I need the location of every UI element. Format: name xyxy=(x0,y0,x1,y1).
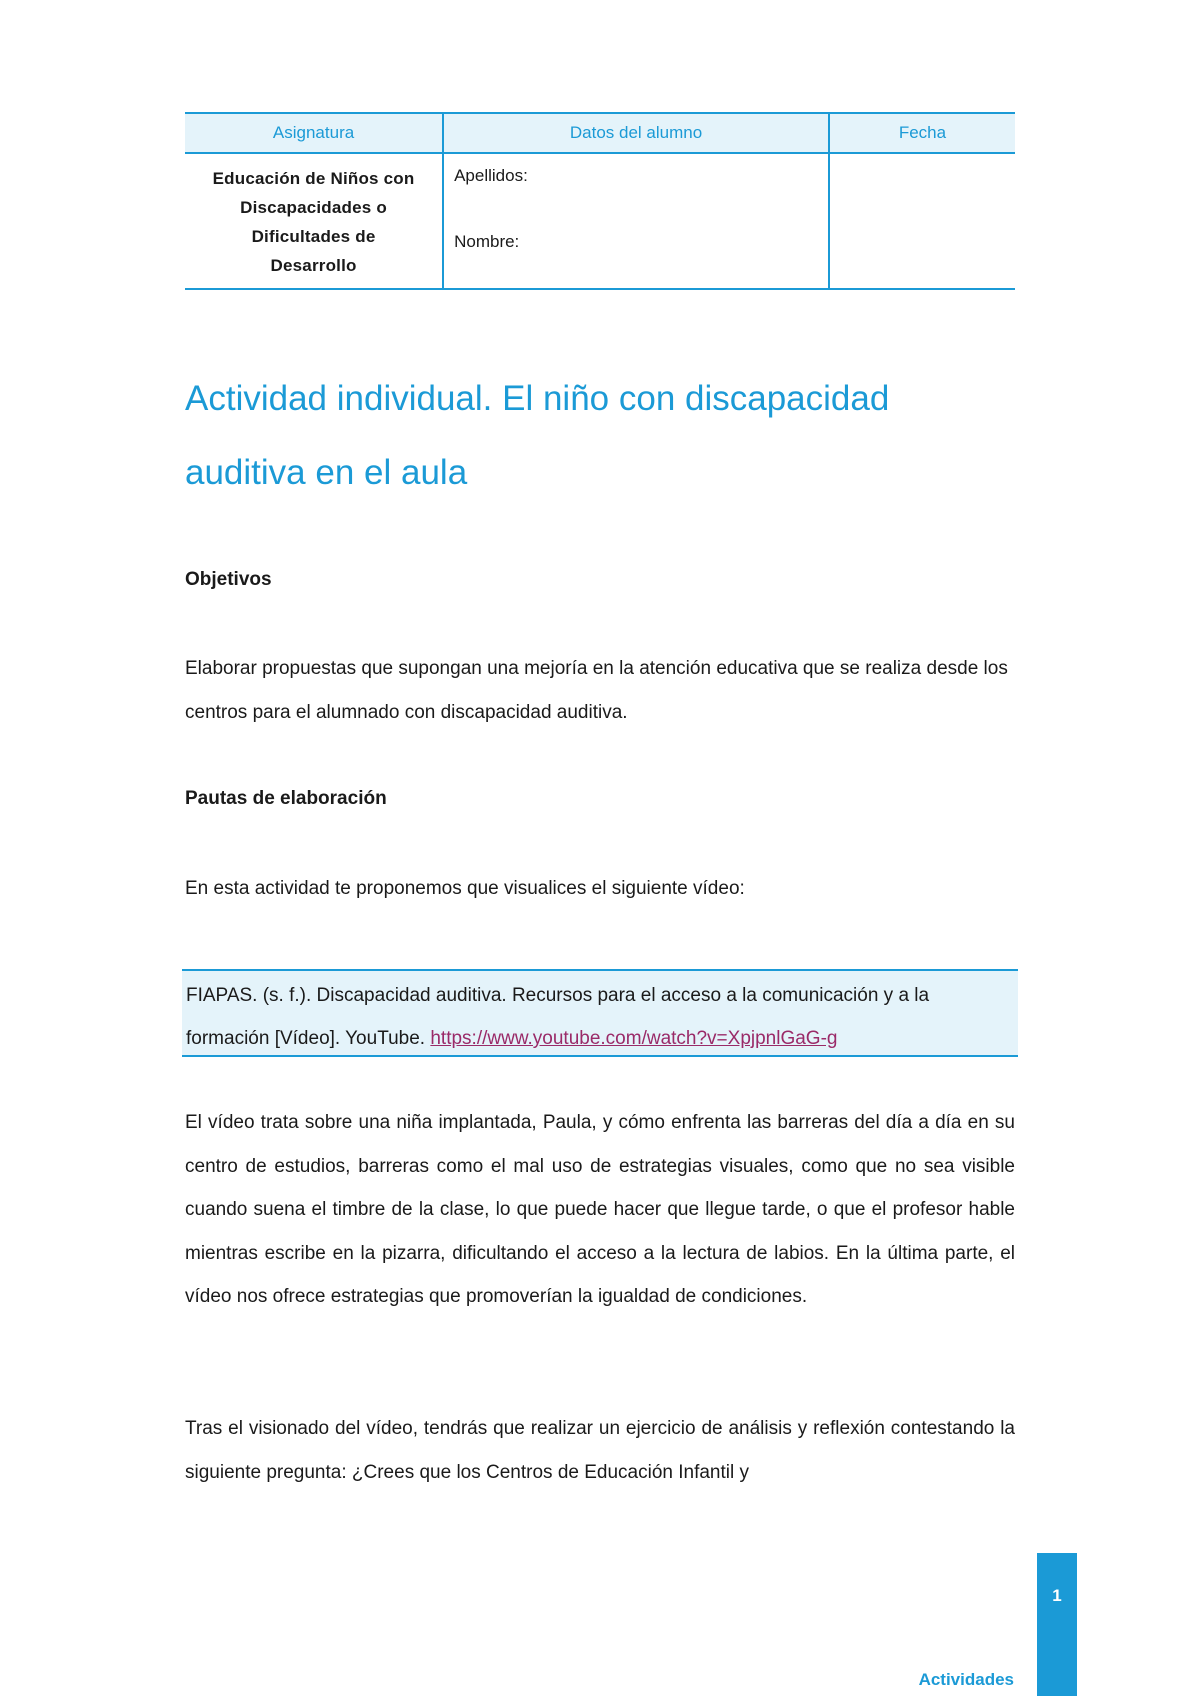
guidelines-intro: En esta actividad te proponemos que visualices el siguiente vídeo: xyxy=(185,878,745,899)
video-link[interactable]: https://www.youtube.com/watch?v=XpjpnlGaG-g xyxy=(430,1028,838,1049)
header-date: Fecha xyxy=(829,113,1015,153)
title-line: auditiva en el aula xyxy=(185,453,468,492)
title-line: Actividad individual. El niño con discapacidad xyxy=(185,379,890,418)
header-table xyxy=(185,112,1015,290)
objectives-text: Elaborar propuestas que supongan una mejoría en la atención educativa que se realiza desde los centros para el alumnado con discapacidad auditiva. xyxy=(185,658,1008,723)
info-row xyxy=(185,153,1015,289)
page-number: 1 xyxy=(1052,1586,1062,1605)
reflection-text: Tras el visionado del vídeo, tendrás que realizar un ejercicio de análisis y reflexión contestando la siguiente pregunta: ¿Crees que los Centros de Educación Infantil y xyxy=(185,1418,1015,1483)
name-label: Nombre: xyxy=(454,232,520,251)
page-tab xyxy=(1037,1553,1077,1696)
subject-line: Educación de Niños con xyxy=(212,169,415,188)
header-row xyxy=(185,113,1015,153)
reference-box xyxy=(182,969,1018,1057)
video-description: El vídeo trata sobre una niña implantada, Paula, y cómo enfrenta las barreras del día a día en su centro de estudios, barreras como el mal uso de estrategias visuales, como que no sea visible cuando suena el timbre de la clase, lo que puede hacer que llegue tarde, o que el profesor hable mientras escribe en la pizarra, dificultando el acceso a la lectura de labios. En la última parte, el vídeo nos ofrece estrategias que promoverían la igualdad de condiciones. xyxy=(185,1112,1015,1307)
objectives-heading: Objetivos xyxy=(185,569,272,590)
subject-line: Discapacidades o xyxy=(240,198,387,217)
subject-line: Dificultades de xyxy=(251,227,376,246)
footer-label: Actividades xyxy=(918,1670,1014,1689)
subject-line: Desarrollo xyxy=(270,256,357,275)
guidelines-heading: Pautas de elaboración xyxy=(185,788,387,809)
date-cell xyxy=(829,153,1015,289)
reference-text: FIAPAS. (s. f.). Discapacidad auditiva. Recursos para el acceso a la comunicación y a la formación [Vídeo]. YouTube. xyxy=(186,985,930,1049)
page-title xyxy=(185,362,1025,510)
header-student-data: Datos del alumno xyxy=(443,113,829,153)
header-subject: Asignatura xyxy=(185,113,443,153)
surname-label: Apellidos: xyxy=(454,166,528,185)
subject-cell xyxy=(185,153,443,289)
student-cell xyxy=(443,153,829,289)
